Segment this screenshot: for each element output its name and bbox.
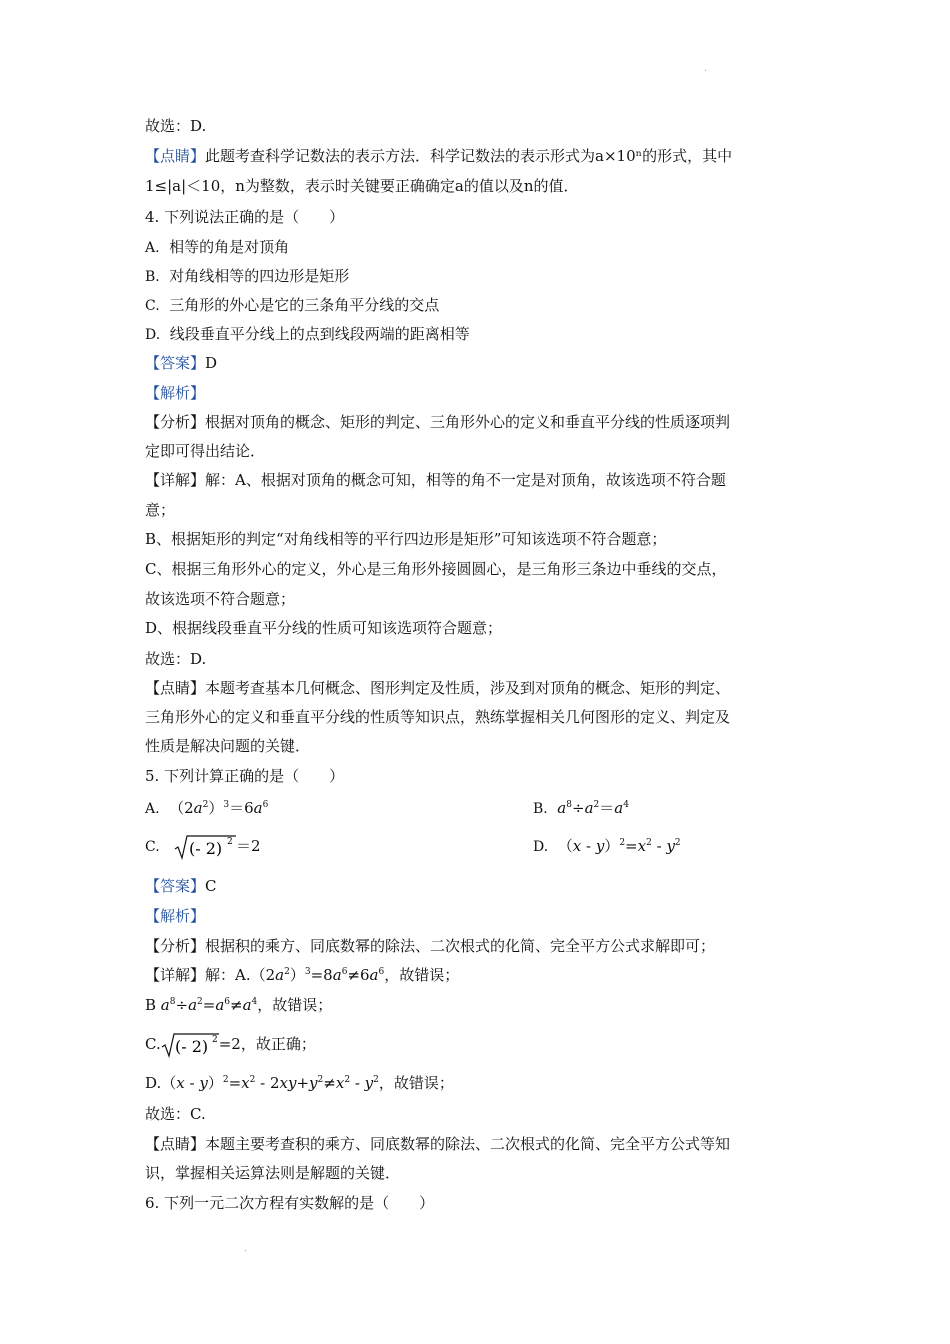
- q4-option-a: A. 相等的角是对顶角: [145, 238, 290, 256]
- q3-choice: 故选：D.: [145, 117, 207, 135]
- q4-comment: 【点睛】本题考查基本几何概念、图形判定及性质，涉及到对顶角的概念、矩形的判定、: [145, 679, 731, 697]
- q4-stem: 4. 下列说法正确的是（ ）: [145, 208, 345, 226]
- q6-stem: 6. 下列一元二次方程有实数解的是（ ）: [145, 1194, 435, 1212]
- q4-fenxi: 【分析】根据对顶角的概念、矩形的判定、三角形外心的定义和垂直平分线的性质逐项判: [145, 413, 731, 431]
- q5-option-b: B. $a^8\div a^2=a^4$: [533, 799, 629, 817]
- q4-b-explain: B、根据矩形的判定“对角线相等的平行四边形是矩形”可知该选项不符合题意；: [145, 530, 667, 548]
- sqrt-expression: [161, 1032, 219, 1058]
- q4-xiangjie-cont: 意；: [145, 501, 176, 519]
- q5-fenxi: 【分析】根据积的乘方、同底数幂的除法、二次根式的化简、完全平方公式求解即可；: [145, 937, 716, 955]
- svg-text:2: 2: [226, 837, 233, 847]
- q4-option-b: B. 对角线相等的四边形是矩形: [145, 267, 350, 285]
- q5-xiangjie-d: $D.(x - y)^2=x^2 - 2xy+y^2\ne x^2 - y^2$，故错误；: [145, 1074, 454, 1092]
- svg-text:2: 2: [211, 1035, 218, 1045]
- q4-comment-cont-1: 三角形外心的定义和垂直平分线的性质等知识点，熟练掌握相关几何图形的定义、判定及: [145, 708, 731, 726]
- q3-comment-cont: 1≤|a|＜10，n为整数，表示时关键要正确确定a的值以及n的值．: [145, 177, 579, 195]
- q4-option-d: D. 线段垂直平分线上的点到线段两端的距离相等: [145, 325, 470, 343]
- q4-comment-cont-2: 性质是解决问题的关键．: [145, 737, 311, 755]
- q5-comment: 【点睛】本题主要考查积的乘方、同底数幂的除法、二次根式的化简、完全平方公式等知: [145, 1135, 731, 1153]
- svg-text:(- 2): (- 2): [188, 839, 223, 858]
- sqrt-expression: [174, 834, 236, 860]
- sqrt-radical-icon: [161, 1032, 219, 1058]
- q5-answer: 【答案】C: [145, 877, 217, 895]
- q4-analysis-tag: 【解析】: [145, 384, 206, 402]
- q4-option-c: C. 三角形的外心是它的三条角平分线的交点: [145, 296, 440, 314]
- q4-c-explain-cont: 故该选项不符合题意；: [145, 590, 296, 608]
- q5-analysis-tag: 【解析】: [145, 907, 206, 925]
- q5-option-d: D. $(x - y)^2=x^2 - y^2$: [533, 837, 681, 855]
- q4-fenxi-cont: 定即可得出结论．: [145, 442, 266, 460]
- page-dot-mark: .: [704, 64, 707, 74]
- comment-tag: 【点睛】: [145, 147, 206, 165]
- page-dot-mark: .: [244, 1244, 247, 1254]
- q4-choice: 故选：D.: [145, 650, 207, 668]
- q5-xiangjie-b: B $a^8\div a^2=a^6\ne a^4$，故错误；: [145, 996, 333, 1014]
- q5-xiangjie-a: 【详解】解：$A.(2a^2)^3=8a^6\ne 6a^6$，故错误；: [145, 966, 460, 984]
- q5-option-a: A. $(2a^2)^3=6a^6$: [145, 799, 269, 817]
- q4-xiangjie: 【详解】解：A、根据对顶角的概念可知，相等的角不一定是对顶角，故该选项不符合题: [145, 471, 726, 489]
- q4-c-explain: C、根据三角形外心的定义，外心是三角形外接圆圆心，是三角形三条边中垂线的交点，: [145, 560, 727, 578]
- q5-stem: 5. 下列计算正确的是（ ）: [145, 767, 345, 785]
- q5-choice: 故选：C.: [145, 1105, 206, 1123]
- q5-comment-cont: 识，掌握相关运算法则是解题的关键．: [145, 1164, 401, 1182]
- svg-text:(- 2): (- 2): [174, 1037, 208, 1056]
- q3-comment: 【点睛】此题考查科学记数法的表示方法．科学记数法的表示形式为a×10ⁿ的形式，其中: [145, 147, 733, 165]
- q4-d-explain: D、根据线段垂直平分线的性质可知该选项符合题意；: [145, 619, 503, 637]
- q5-option-c: C. (- 2) 2 ＝2: [145, 834, 261, 860]
- q5-xiangjie-c: C. (- 2) 2 =2，故正确；: [145, 1032, 316, 1058]
- q4-answer: 【答案】D: [145, 354, 218, 372]
- sqrt-radical-icon: [174, 834, 236, 860]
